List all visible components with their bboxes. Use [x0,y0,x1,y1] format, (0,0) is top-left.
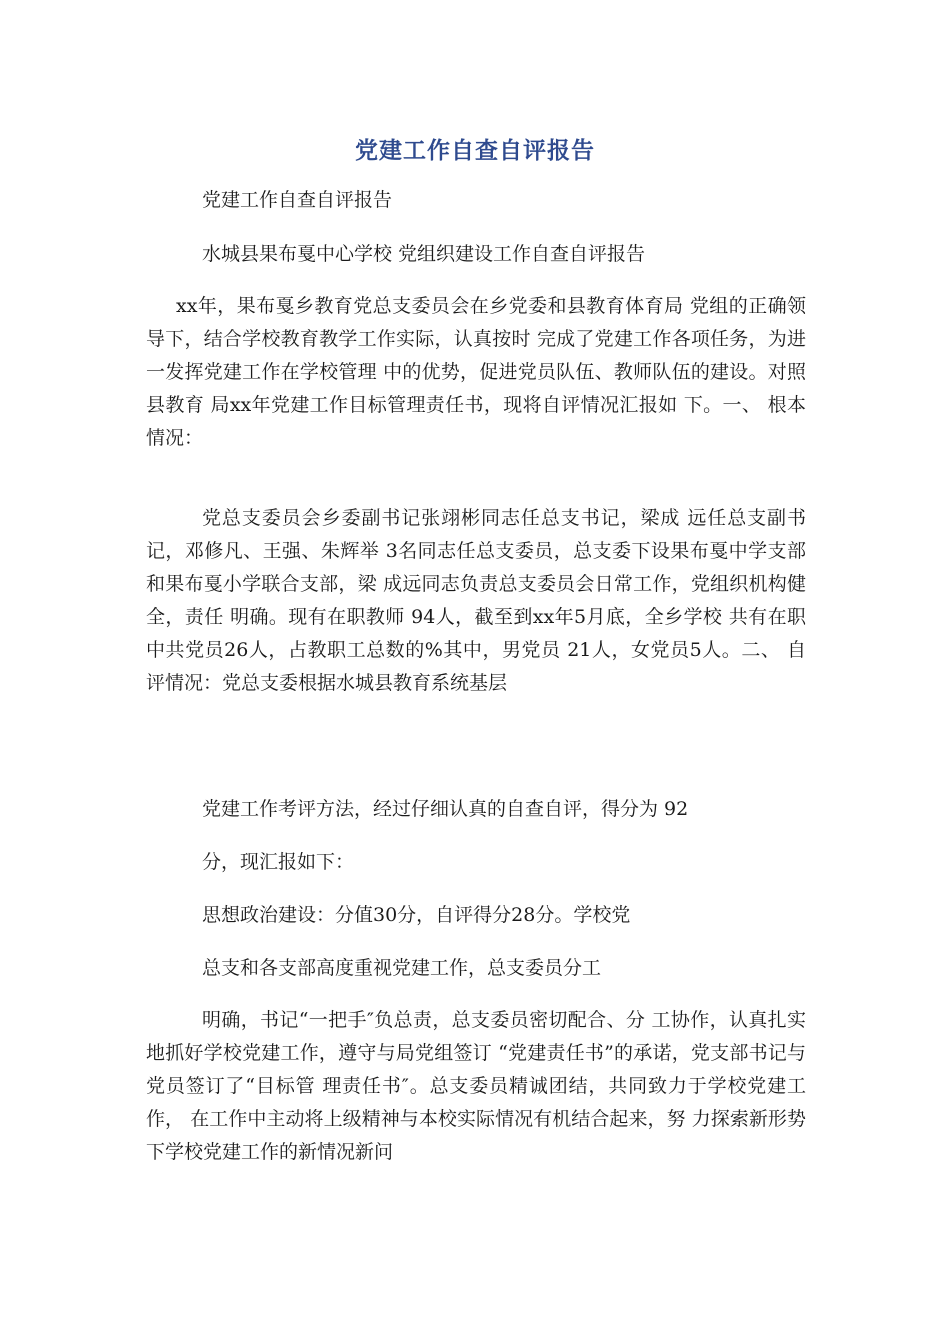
school-report-heading: 水城县果布戛中心学校 党组织建设工作自查自评报告 [202,243,646,265]
evaluation-method-paragraph: 党建工作考评方法，经过仔细认真的自查自评，得分为 92 [202,798,689,820]
political-construction-paragraph: 思想政治建设：分值30分，自评得分28分。学校党 [202,904,631,926]
document-title: 党建工作自查自评报告 [355,138,595,164]
document-subtitle: 党建工作自查自评报告 [202,189,393,211]
basic-situation-paragraph: 党总支委员会乡委副书记张翊彬同志任总支书记，梁成 远任总支副书记，邓修凡、王强、朱辉举 3名同志任总支委员，总支委下设果布戛中学支部和果布戛小学联合支部，梁 成远同志负责总支委员会日常工作，党组织机构健全，责任 明确。现有在职教师 94人，截至到xx年5月底，全乡学校 共有在职中共党员26人，占教职工总数的%其中，男党员 21人，女党员5人。二、 自评情况：党总支委根据水城县教育系统基层 [146,507,806,694]
intro-paragraph: xx年，果布戛乡教育党总支委员会在乡党委和县教育体育局 党组的正确领导下，结合学校教育教学工作实际，认真按时 完成了党建工作各项任务，为进一发挥党建工作在学校管理 中的优势，促进党员队伍、教师队伍的建设。对照县教育 局xx年党建工作目标管理责任书，现将自评情况汇报如 下。一、 根本情况： [146,295,806,449]
responsibility-paragraph: 明确，书记“一把手″负总责，总支委员密切配合、分 工协作，认真扎实地抓好学校党建工作，遵守与局党组签订 “党建责任书”的承诺，党支部书记与党员签订了“目标管 理责任书″。总支委员精诚团结，共同致力于学校党建工作， 在工作中主动将上级精神与本校实际情况有机结合起来，努 力探索新形势下学校党建工作的新情况新问 [146,1009,806,1163]
branch-attention-paragraph: 总支和各支部高度重视党建工作，总支委员分工 [202,957,602,979]
score-report-paragraph: 分，现汇报如下： [202,851,355,873]
